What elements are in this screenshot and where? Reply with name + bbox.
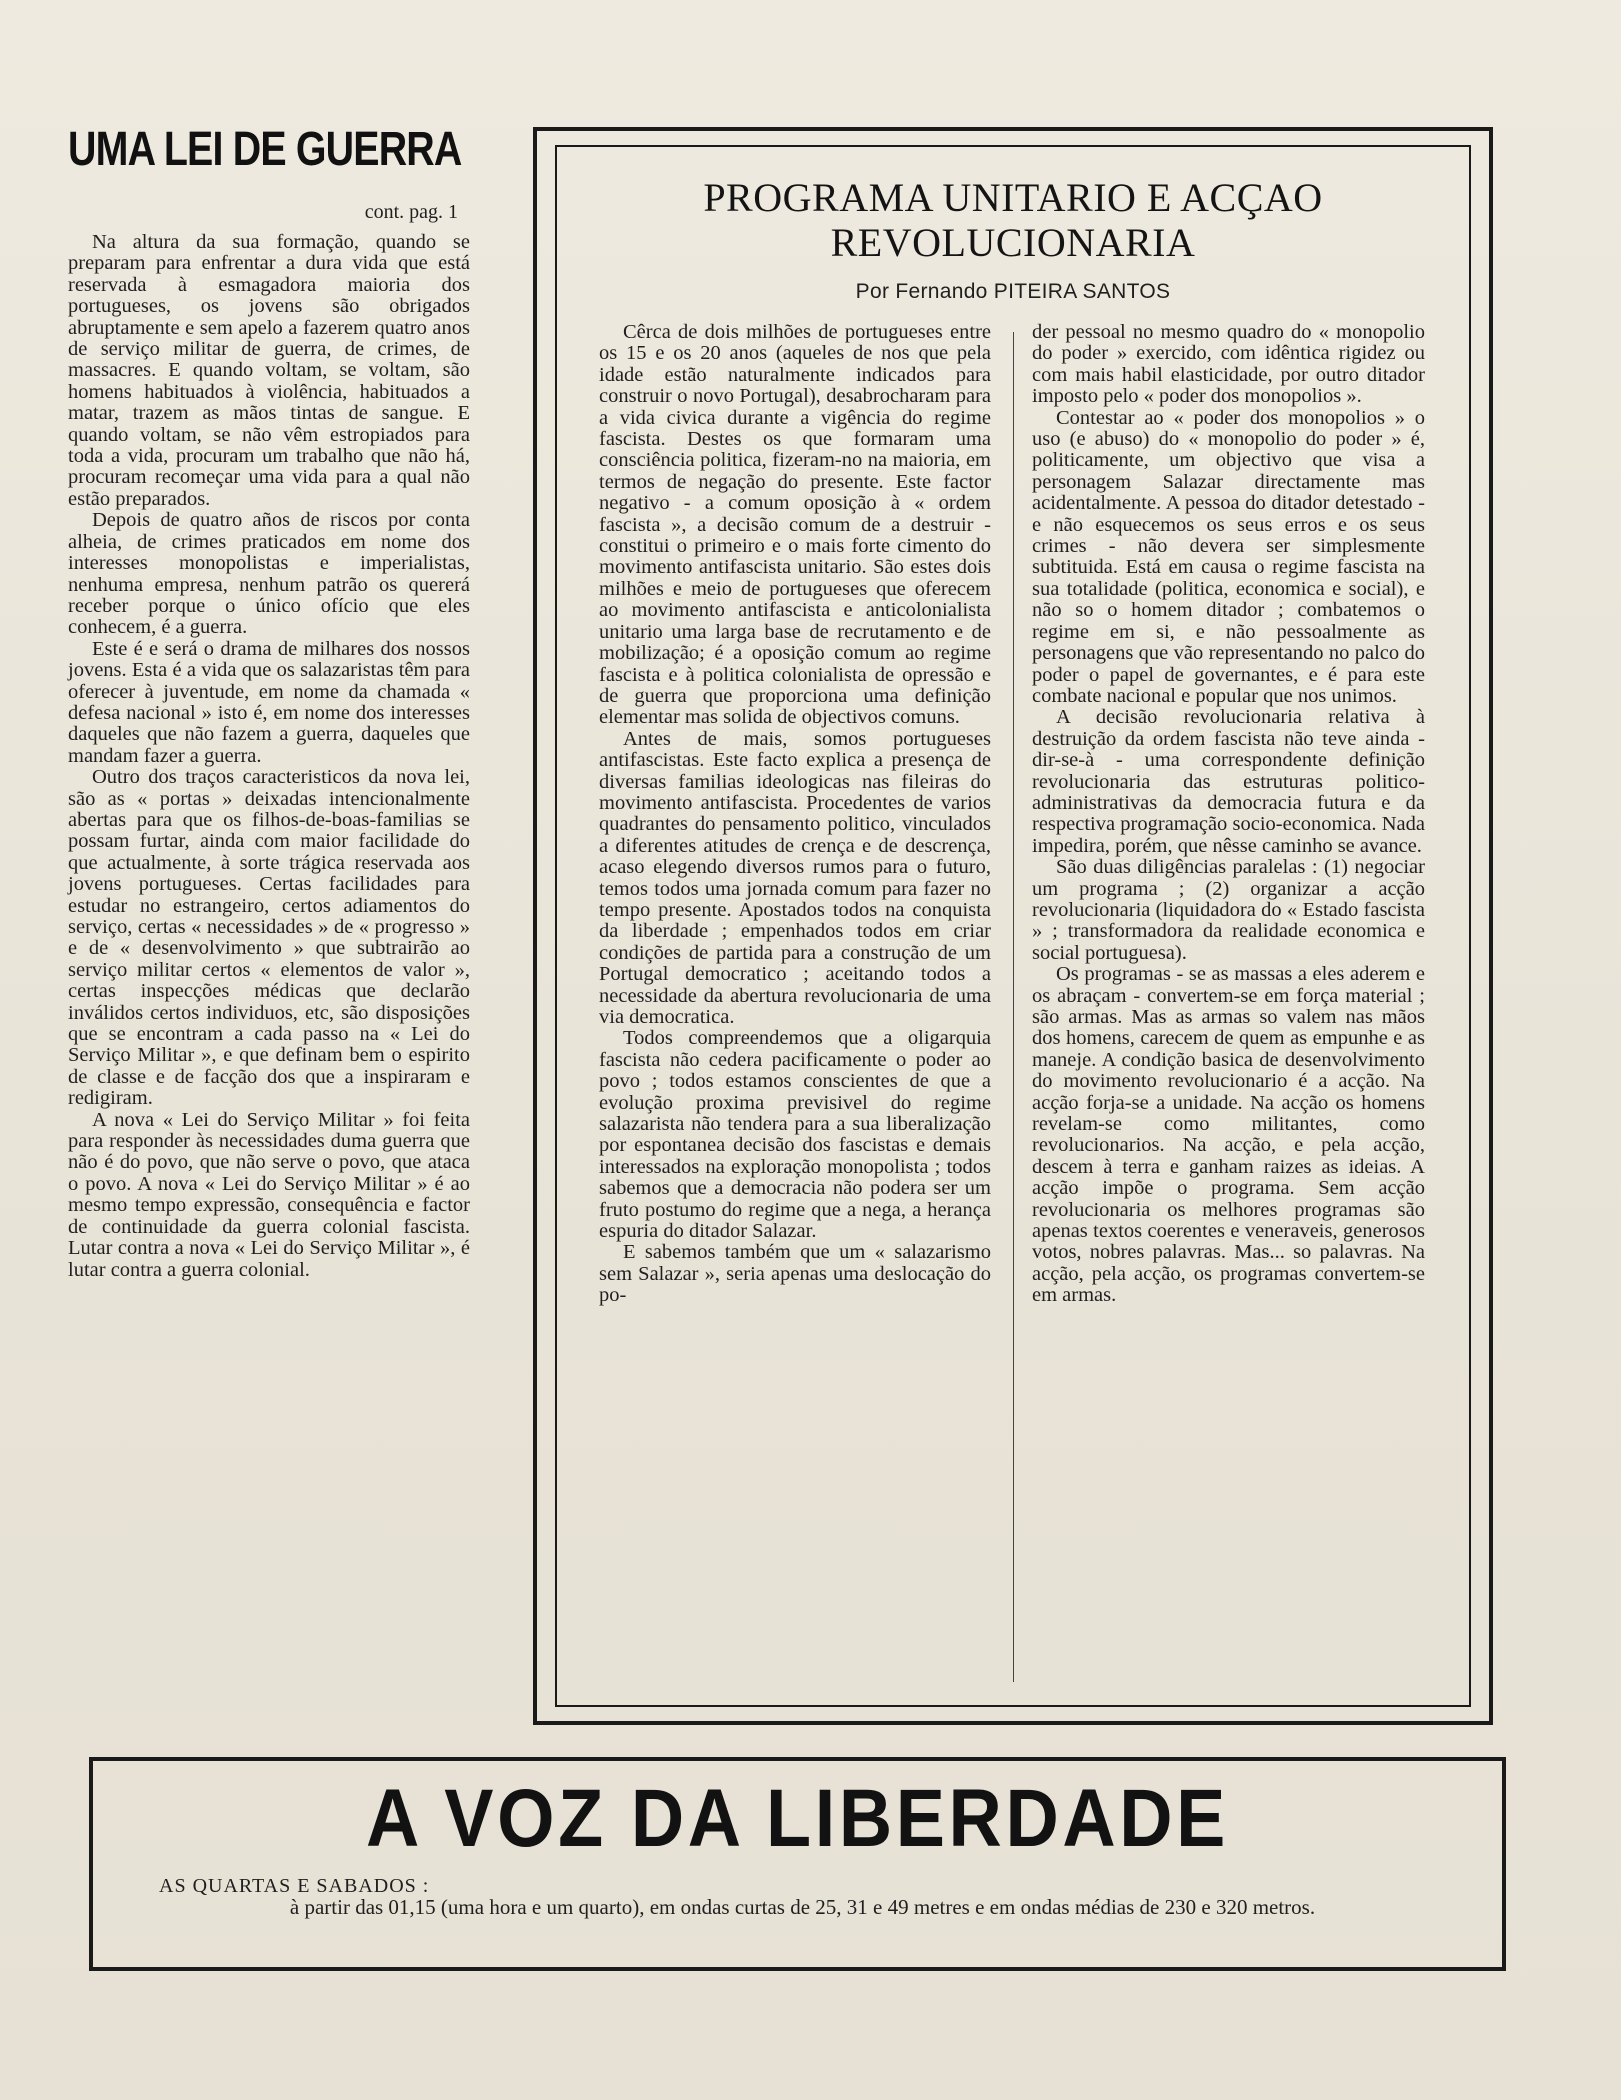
paragraph: Cêrca de dois milhões de portugueses entre os 15 e os 20 anos (aqueles de nos que pela idade estão naturalmente indicados para construir o novo Portugal), desabrocharam para a vida civica durante a vigência do regime fascista. Destes os que formaram uma consciência politica, fizeram-no na maioria, em termos de negação do presente. Este factor negativo - a comum oposição à « ordem fascista », a decisão comum de a destruir - constitui o primeiro e o mais forte cimento do movimento antifascista unitario. São estes dois milhões e meio de portugueses que oferecem ao movimento antifascista e anticolonialista unitario uma larga base de recrutamento e de mobilização; é a oposição comum ao regime fascista e à politica colonialista de opressão e de guerra que proporciona uma definição elementar mas solida de objectivos comuns. [599,321,991,729]
paragraph: Os programas - se as massas a eles aderem e os abraçam - convertem-se em força material ; são armas. Mas as armas so valem nas mãos dos homens, carecem de quem as empunhe e as maneje. A condição basica de desenvolvimento do movimento revolucionario é a acção. Na acção forja-se a unidade. Na acção os homens revelam-se como militantes, como revolucionarios. Na acção, e pela acção, descem à terra e ganham raizes as ideias. A acção impõe o programa. Sem acção revolucionaria os melhores programas são apenas textos coerentes e veneraveis, generosos votos, nobres palavras. Mas... so palavras. Na acção, pela acção, os programas convertem-se em armas. [1032,963,1425,1307]
paragraph: A decisão revolucionaria relativa à destruição da ordem fascista não teve ainda - dir-se-à - uma correspondente definição revolucionaria das estruturas politico-administrativas da democracia futura e da respectiva programação socio-economica. Nada impedira, porém, que nêsse caminho se avance. [1032,706,1425,857]
paragraph: Todos compreendemos que a oligarquia fascista não cedera pacificamente o poder ao povo ; todos estamos conscientes de que a evolução proxima previsivel do regime salazarista não tendera para a sua liberalização por espontanea decisão dos fascistas e demais interessados na exploração monopolista ; todos sabemos que a democracia não podera ser um fruto postumo do regime que a nega, a herança espuria do ditador Salazar. [599,1027,991,1243]
paragraph: São duas diligências paralelas : (1) negociar um programa ; (2) organizar a acção revolucionaria (liquidadora do « Estado fascista » ; transformadora da realidade economica e social portuguesa). [1032,856,1425,964]
program-article-box [533,127,1493,1725]
paragraph: E sabemos também que um « salazarismo sem Salazar », seria apenas uma deslocação do po- [599,1241,991,1307]
paragraph: Contestar ao « poder dos monopolios » o uso (e abuso) do « monopolio do poder » é, politicamente, um objectivo que visa a personagem Salazar directamente mas acidentalmente. A pessoa do ditador detestado - e não esquecemos os seus erros e os seus crimes - não devera ser simplesmente subtituida. Está em causa o regime fascista na sua totalidade (politica, economica e social), e não so o homem ditador ; combatemos o regime em si, e não pessoalmente as personagens que vão representando no palco do poder o papel de governantes, e é para este combate nacional e popular que nos unimos. [1032,406,1425,707]
paragraph: Depois de quatro años de riscos por conta alheia, de crimes praticados em nome dos interesses monopolistas e imperialistas, nenhuma empresa, nenhum patrão os quererá receber porque o único ofício que eles conhecem, é a guerra. [68,509,470,639]
continuation-note: cont. pag. 1 [364,201,458,223]
paragraph: A nova « Lei do Serviço Militar » foi feita para responder às necessidades duma guerra que não é do povo, que não serve o povo, que ataca o povo. A nova « Lei do Serviço Militar » é ao mesmo tempo expressão, consequência e factor de continuidade da guerra colonial fascista. Lutar contra a nova « Lei do Serviço Militar », é lutar contra a guerra colonial. [68,1108,470,1281]
program-column-2 [1032,322,1425,1307]
program-title-line-1: PROGRAMA UNITARIO E ACÇAO [703,175,1323,220]
program-title-line-2: REVOLUCIONARIA [830,220,1196,265]
radio-banner-days: AS QUARTAS E SABADOS : [159,1875,430,1897]
paragraph: der pessoal no mesmo quadro do « monopolio do poder » exercido, com idêntica rigidez ou com mais habil elasticidade, por outro ditador imposto pelo « poder dos monopolios ». [1032,321,1425,408]
paragraph: Na altura da sua formação, quando se preparam para enfrentar a dura vida que está reservada à esmagadora maioria dos portugueses, os jovens são obrigados abruptamente e sem apelo a fazerem quatro anos de serviço militar de guerra, de crimes, de massacres. E quando voltam, se voltam, são homens habituados à violência, habituados a matar, trazem as mãos tintas de sangue. E quando voltam, se não vêm estropiados para toda a vida, procuram um trabalho que não há, procuram recomeçar uma vida para a qual não estão preparados. [68,231,470,510]
paragraph: Antes de mais, somos portugueses antifascistas. Este facto explica a presença de diversas familias ideologicas nas fileiras do movimento antifascista. Procedentes de varios quadrantes do pensamento politico, vinculados a diferentes atitudes de crença e de descrença, acaso elegendo diversos rumos para o futuro, temos todos uma jornada comum para fazer no tempo presente. Apostados todos na conquista da liberdade ; empenhados todos em criar condições de partida para a construção de um Portugal democratico ; aceitando todos a necessidade da abertura revolucionaria de uma via democratica. [599,727,991,1028]
left-article-title: UMA LEI DE GUERRA [68,123,462,176]
left-article [68,125,470,1281]
paragraph: Outro dos traços caracteristicos da nova lei, são as « portas » deixadas intencionalmente abertas para que os filhos-de-boas-familias se possam furtar, ainda com maior facilidade do que actualmente, à sorte trágica reservada aos jovens portugueses. Certas facilidades para estudar no estrangeiro, certos adiamentos do serviço, certas « necessidades » de « progresso » e de « desenvolvimento » que subtrairão ao serviço militar certos « elementos de valor », certas inspecções médicas que declarão inválidos certos individuos, etc, são disposições que se encontram a cada passo na « Lei do Serviço Militar », e que definam bem o espirito de classe e de facção dos que a inspiraram e redigiram. [68,766,470,1110]
radio-banner-title: A VOZ DA LIBERDADE [366,1773,1229,1864]
left-article-body [68,232,470,1281]
column-divider [1013,332,1014,1682]
program-column-1 [599,322,991,1307]
paragraph: Este é e será o drama de milhares dos nossos jovens. Esta é a vida que os salazaristas têm para oferecer à juventude, em nome da chamada « defesa nacional » isto é, em nome dos interesses daqueles que não fazem a guerra, daqueles que mandam fazer a guerra. [68,637,470,767]
radio-banner-details: à partir das 01,15 (uma hora e um quarto), em ondas curtas de 25, 31 e 49 metres e em ondas médias de 230 e 320 metros. [289,1895,1316,1919]
program-article-title [557,175,1469,265]
program-article-author: Por Fernando PITEIRA SANTOS [855,280,1171,303]
radio-banner [89,1757,1506,1971]
program-article-inner-frame [555,145,1471,1707]
